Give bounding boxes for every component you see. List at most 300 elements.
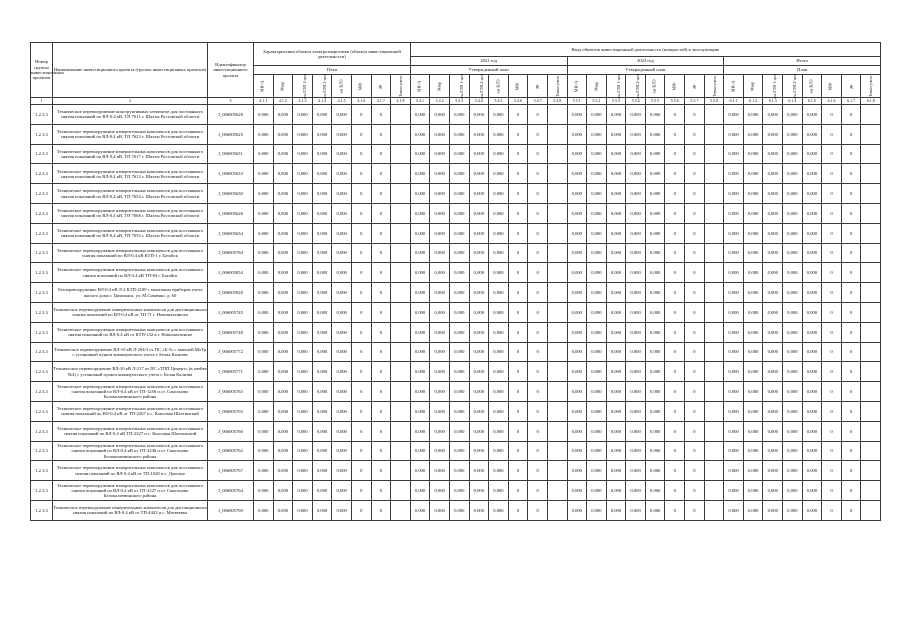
row-project-id: J_006005765 <box>208 401 254 421</box>
header-unit-cell <box>743 75 763 98</box>
row-value-cell: 0,000 <box>626 342 646 362</box>
row-value-cell: 0 <box>371 342 391 362</box>
row-value-cell: 0,000 <box>783 441 803 461</box>
header-unit-label: км ЛЭП 1-цеп <box>772 74 778 99</box>
row-value-cell: 0,000 <box>606 263 626 283</box>
row-value-cell: 0,000 <box>724 164 744 184</box>
row-value-cell: 0,000 <box>410 243 430 263</box>
row-value-cell: 0 <box>371 105 391 125</box>
row-value-cell: 0,000 <box>802 124 822 144</box>
row-value-cell: 0,000 <box>587 223 607 243</box>
table-row <box>31 382 881 402</box>
row-group-number: 1.2.3.3 <box>31 461 53 481</box>
row-value-cell: 0,000 <box>430 421 450 441</box>
header-unit-cell <box>861 75 881 98</box>
row-value-cell: 0,000 <box>763 441 783 461</box>
row-group-number: 1.2.3.3 <box>31 164 53 184</box>
row-value-cell: 0,000 <box>567 401 587 421</box>
row-value-cell: 0,000 <box>743 421 763 441</box>
row-value-cell: 0,000 <box>645 322 665 342</box>
row-value-cell: 0 <box>351 263 371 283</box>
row-group-number: 1.2.3.3 <box>31 481 53 501</box>
row-value-cell: 0,000 <box>449 401 469 421</box>
row-group-number: 1.2.3.3 <box>31 500 53 520</box>
row-value-cell: 0,000 <box>783 500 803 520</box>
row-value-cell: 0,000 <box>332 105 352 125</box>
row-value-cell: 0,000 <box>489 263 509 283</box>
row-value-cell: 0 <box>665 184 685 204</box>
row-value-cell: 0,000 <box>449 203 469 223</box>
row-value-cell: 0,000 <box>410 421 430 441</box>
row-value-cell: 0 <box>685 263 705 283</box>
header-unit-label: Точки учета <box>711 76 717 97</box>
row-value-cell <box>704 203 724 223</box>
header-unit-cell <box>822 75 842 98</box>
row-value-cell <box>861 342 881 362</box>
row-value-cell: 0,000 <box>293 421 313 441</box>
row-value-cell: 0,000 <box>763 263 783 283</box>
row-value-cell: 0 <box>371 144 391 164</box>
row-value-cell: 0 <box>665 441 685 461</box>
row-value-cell: 0,000 <box>606 243 626 263</box>
row-value-cell: 0,000 <box>312 362 332 382</box>
header-unit-cell <box>704 75 724 98</box>
row-value-cell: 0,000 <box>293 184 313 204</box>
row-value-cell: 0,000 <box>430 441 450 461</box>
row-value-cell: 0,000 <box>626 481 646 501</box>
row-value-cell <box>861 144 881 164</box>
row-value-cell: 0 <box>371 223 391 243</box>
row-value-cell: 0 <box>665 203 685 223</box>
row-value-cell: 0 <box>528 401 548 421</box>
row-value-cell <box>861 302 881 322</box>
row-value-cell: 0,000 <box>469 382 489 402</box>
row-project-name: Техническое перевооружение измерительных комплексов для постоянного снятия показаний по ВЛ-0,4 кВ ТП-2227 п.с. Коксовая Шахтинский <box>53 421 208 441</box>
row-value-cell <box>704 105 724 125</box>
table-row <box>31 481 881 501</box>
row-value-cell: 0,000 <box>273 461 293 481</box>
row-value-cell: 0 <box>528 203 548 223</box>
row-value-cell: 0 <box>822 382 842 402</box>
row-value-cell: 0 <box>528 144 548 164</box>
row-value-cell: 0 <box>665 302 685 322</box>
header-group-number: Номер группы инвестиционных проектов <box>31 43 53 98</box>
row-value-cell: 0,000 <box>626 203 646 223</box>
row-value-cell: 0 <box>508 124 528 144</box>
row-value-cell: 0 <box>508 302 528 322</box>
row-value-cell: 0,000 <box>567 223 587 243</box>
header-plan-total: План <box>724 66 881 75</box>
header-unit-label: МВт <box>671 82 677 91</box>
row-value-cell: 0 <box>508 144 528 164</box>
row-project-id: J_006005745 <box>208 302 254 322</box>
header-unit-label: МВ×А <box>730 80 736 93</box>
row-value-cell: 0,000 <box>645 283 665 303</box>
row-value-cell: 0,000 <box>645 105 665 125</box>
row-value-cell: 0,000 <box>430 500 450 520</box>
row-value-cell: 0,000 <box>783 144 803 164</box>
row-value-cell: 0,000 <box>645 500 665 520</box>
column-number: 4.1.5 <box>332 98 352 105</box>
row-value-cell: 0,000 <box>724 243 744 263</box>
column-number: 6.1.5 <box>802 98 822 105</box>
row-value-cell: 0,000 <box>254 322 274 342</box>
row-value-cell: 0,000 <box>293 382 313 402</box>
row-value-cell: 0,000 <box>763 184 783 204</box>
row-value-cell: 0,000 <box>449 144 469 164</box>
row-value-cell: 0,000 <box>626 164 646 184</box>
row-value-cell: 0,000 <box>254 124 274 144</box>
table-row <box>31 243 881 263</box>
row-value-cell: 0,000 <box>254 382 274 402</box>
header-unit-label: МВ×А <box>416 80 422 93</box>
row-value-cell: 0,000 <box>587 322 607 342</box>
row-value-cell: 0 <box>528 382 548 402</box>
row-project-name: Техническое перевооружение измерительных комплексов для дистанционного снятия показаний по ВЛ-0,4 кВ от ТП 71 г. Новошахтинска <box>53 302 208 322</box>
row-value-cell: 0 <box>371 302 391 322</box>
row-value-cell: 0 <box>371 481 391 501</box>
row-project-id: J_006005625 <box>208 124 254 144</box>
row-value-cell <box>391 441 411 461</box>
row-value-cell: 0 <box>528 421 548 441</box>
row-value-cell: 0,000 <box>430 164 450 184</box>
row-value-cell: 0,000 <box>587 382 607 402</box>
row-value-cell: 0,000 <box>763 481 783 501</box>
row-value-cell: 0,000 <box>254 164 274 184</box>
row-value-cell: 0,000 <box>587 263 607 283</box>
row-project-name: Техническое перевооружение измерительных комплексов для постоянного снятия показаний по ВЛ-0,4 кВ ТП-84 г. Батайск <box>53 263 208 283</box>
row-value-cell <box>547 362 567 382</box>
header-unit-label: Мвар <box>749 81 755 92</box>
row-value-cell <box>391 144 411 164</box>
row-value-cell: 0,000 <box>567 441 587 461</box>
row-value-cell: 0 <box>841 184 861 204</box>
row-value-cell: 0 <box>685 144 705 164</box>
row-value-cell: 0,000 <box>802 461 822 481</box>
column-number: 6.1.7 <box>841 98 861 105</box>
row-value-cell: 0,000 <box>449 481 469 501</box>
row-value-cell: 0,000 <box>469 203 489 223</box>
row-value-cell <box>391 382 411 402</box>
row-value-cell: 0,000 <box>489 342 509 362</box>
row-project-id: J_006005628 <box>208 105 254 125</box>
row-group-number: 1.2.3.3 <box>31 144 53 164</box>
row-value-cell: 0,000 <box>567 421 587 441</box>
row-value-cell: 0,000 <box>763 401 783 421</box>
row-value-cell: 0,000 <box>273 500 293 520</box>
row-value-cell <box>861 283 881 303</box>
row-value-cell: 0,000 <box>410 124 430 144</box>
row-value-cell: 0 <box>665 243 685 263</box>
row-project-id: J_006005771 <box>208 362 254 382</box>
row-project-id: J_006005784 <box>208 243 254 263</box>
row-value-cell: 0,000 <box>449 441 469 461</box>
row-value-cell: 0,000 <box>724 382 744 402</box>
row-value-cell: 0,000 <box>489 283 509 303</box>
column-number: 4.1.2 <box>273 98 293 105</box>
header-unit-cell <box>606 75 626 98</box>
column-number: 3 <box>208 98 254 105</box>
row-value-cell <box>391 283 411 303</box>
row-value-cell: 0,000 <box>449 382 469 402</box>
header-unit-cell <box>293 75 313 98</box>
row-value-cell: 0,000 <box>743 461 763 481</box>
row-group-number: 1.2.3.3 <box>31 223 53 243</box>
row-value-cell: 0,000 <box>783 203 803 223</box>
row-project-id: J_006005631 <box>208 144 254 164</box>
row-value-cell: 0 <box>685 283 705 303</box>
row-value-cell: 0 <box>508 441 528 461</box>
row-value-cell: 0,000 <box>254 184 274 204</box>
row-value-cell: 0,000 <box>469 500 489 520</box>
row-value-cell: 0,000 <box>469 342 489 362</box>
row-value-cell: 0,000 <box>802 223 822 243</box>
row-value-cell: 0,000 <box>802 322 822 342</box>
row-value-cell: 0,000 <box>606 500 626 520</box>
row-value-cell: 0,000 <box>449 421 469 441</box>
row-value-cell: 0,000 <box>645 362 665 382</box>
header-unit-label: др. <box>377 83 383 90</box>
row-value-cell: 0,000 <box>763 322 783 342</box>
column-number: 5.5.5 <box>645 98 665 105</box>
row-value-cell <box>391 203 411 223</box>
row-value-cell: 0 <box>508 243 528 263</box>
row-value-cell: 0 <box>508 164 528 184</box>
row-value-cell: 0,000 <box>489 382 509 402</box>
row-value-cell <box>547 441 567 461</box>
row-value-cell <box>391 302 411 322</box>
row-value-cell: 0 <box>822 342 842 362</box>
row-value-cell: 0,000 <box>743 164 763 184</box>
row-value-cell: 0,000 <box>312 421 332 441</box>
row-value-cell <box>547 184 567 204</box>
header-unit-cell <box>351 75 371 98</box>
header-unit-cell <box>273 75 293 98</box>
row-project-id: J_006005630 <box>208 184 254 204</box>
row-value-cell <box>704 362 724 382</box>
row-value-cell: 0,000 <box>567 243 587 263</box>
row-value-cell <box>391 362 411 382</box>
row-value-cell: 0,000 <box>312 203 332 223</box>
row-value-cell <box>547 401 567 421</box>
row-value-cell: 0,000 <box>645 382 665 402</box>
row-value-cell: 0,000 <box>410 283 430 303</box>
header-project-id: Идентификатор инвестиционного проекта <box>208 43 254 98</box>
row-value-cell: 0 <box>685 223 705 243</box>
header-unit-cell <box>724 75 744 98</box>
row-value-cell <box>704 401 724 421</box>
row-value-cell: 0,000 <box>606 481 626 501</box>
row-value-cell: 0,000 <box>312 184 332 204</box>
row-value-cell: 0,000 <box>273 105 293 125</box>
header-unit-cell <box>332 75 352 98</box>
row-value-cell: 0,000 <box>783 283 803 303</box>
row-value-cell: 0,000 <box>626 401 646 421</box>
row-value-cell: 0,000 <box>567 263 587 283</box>
row-value-cell <box>861 322 881 342</box>
row-value-cell: 0 <box>371 243 391 263</box>
header-year-2021: 2021 год <box>410 57 567 66</box>
table-row <box>31 203 881 223</box>
row-group-number: 1.2.3.3 <box>31 421 53 441</box>
row-value-cell: 0,000 <box>332 421 352 441</box>
row-value-cell: 0,000 <box>783 342 803 362</box>
header-unit-label: МВт <box>357 82 363 91</box>
investment-table <box>30 42 881 521</box>
row-value-cell: 0,000 <box>587 124 607 144</box>
row-value-cell: 0,000 <box>254 105 274 125</box>
table-row <box>31 500 881 520</box>
row-value-cell <box>704 164 724 184</box>
row-value-cell <box>704 421 724 441</box>
row-group-number: 1.2.3.3 <box>31 401 53 421</box>
row-value-cell: 0,000 <box>783 382 803 402</box>
row-value-cell: 0,000 <box>332 500 352 520</box>
row-value-cell: 0,000 <box>449 461 469 481</box>
row-value-cell: 0,000 <box>449 124 469 144</box>
row-value-cell: 0,000 <box>724 263 744 283</box>
row-value-cell: 0 <box>351 382 371 402</box>
column-number: 5.5.6 <box>665 98 685 105</box>
row-value-cell: 0,000 <box>273 441 293 461</box>
table-row <box>31 302 881 322</box>
header-unit-label: Точки учета <box>555 76 561 97</box>
row-value-cell <box>861 164 881 184</box>
row-value-cell: 0 <box>822 124 842 144</box>
row-value-cell: 0,000 <box>430 302 450 322</box>
row-value-cell: 0 <box>371 184 391 204</box>
row-value-cell: 0,000 <box>645 164 665 184</box>
row-value-cell: 0,000 <box>645 144 665 164</box>
row-value-cell: 0 <box>822 184 842 204</box>
table-row <box>31 421 881 441</box>
column-number: 4.1.3 <box>293 98 313 105</box>
row-value-cell: 0 <box>665 362 685 382</box>
row-value-cell: 0,000 <box>743 500 763 520</box>
row-value-cell: 0,000 <box>410 302 430 322</box>
row-value-cell: 0,000 <box>489 500 509 520</box>
row-value-cell: 0,000 <box>763 203 783 223</box>
row-value-cell: 0 <box>822 223 842 243</box>
header-unit-cell <box>410 75 430 98</box>
row-group-number: 1.2.3.3 <box>31 203 53 223</box>
row-value-cell: 0,000 <box>606 144 626 164</box>
row-value-cell: 0,000 <box>273 481 293 501</box>
table-row <box>31 283 881 303</box>
header-unit-label: км ЛЭП 1-цеп <box>615 74 621 99</box>
row-value-cell: 0 <box>528 283 548 303</box>
row-value-cell: 0,000 <box>312 500 332 520</box>
row-value-cell <box>547 421 567 441</box>
row-value-cell: 0,000 <box>254 302 274 322</box>
row-value-cell: 0,000 <box>293 500 313 520</box>
row-value-cell: 0,000 <box>293 203 313 223</box>
row-value-cell: 0,000 <box>645 421 665 441</box>
row-value-cell: 0 <box>351 184 371 204</box>
row-value-cell: 0 <box>685 184 705 204</box>
row-value-cell: 0,000 <box>489 243 509 263</box>
row-value-cell <box>704 223 724 243</box>
row-value-cell: 0 <box>822 362 842 382</box>
row-value-cell <box>391 243 411 263</box>
row-value-cell: 0,000 <box>587 144 607 164</box>
row-value-cell <box>861 441 881 461</box>
row-value-cell: 0,000 <box>273 184 293 204</box>
row-project-name: Техническое перевооружение измерительных комплексов для постоянного снятия показаний по ВЛ-0,4 кВ от ТП-2267 п.с. Коксовая Шахтинский <box>53 401 208 421</box>
row-value-cell: 0 <box>841 302 861 322</box>
row-value-cell <box>547 164 567 184</box>
column-number: 1 <box>31 98 53 105</box>
row-value-cell: 0,000 <box>606 105 626 125</box>
header-unit-cell <box>528 75 548 98</box>
row-value-cell: 0,000 <box>783 105 803 125</box>
row-value-cell <box>391 105 411 125</box>
row-value-cell: 0 <box>665 500 685 520</box>
header-unit-cell <box>665 75 685 98</box>
header-unit-cell <box>508 75 528 98</box>
row-value-cell: 0 <box>665 263 685 283</box>
header-unit-cell <box>626 75 646 98</box>
row-group-number: 1.2.3.3 <box>31 342 53 362</box>
row-value-cell: 0,000 <box>763 144 783 164</box>
row-value-cell: 0,000 <box>312 144 332 164</box>
row-value-cell: 0,000 <box>724 401 744 421</box>
row-value-cell: 0 <box>841 342 861 362</box>
row-value-cell: 0,000 <box>332 382 352 402</box>
column-number: 5.5.1 <box>567 98 587 105</box>
row-project-name: Техперевооружение ВЛ-0,4 кВ Л-2 КТП-2189 с монтажом приборов учета жилого дома г. Цимлянск, ул. М.Сименко, д. 60 <box>53 283 208 303</box>
row-value-cell: 0,000 <box>254 144 274 164</box>
row-value-cell: 0,000 <box>332 203 352 223</box>
row-value-cell <box>547 322 567 342</box>
row-value-cell <box>547 283 567 303</box>
row-value-cell: 0 <box>528 124 548 144</box>
row-value-cell: 0,000 <box>606 362 626 382</box>
row-value-cell: 0 <box>528 461 548 481</box>
row-value-cell: 0,000 <box>645 342 665 362</box>
row-value-cell: 0 <box>508 401 528 421</box>
row-value-cell: 0,000 <box>763 223 783 243</box>
row-value-cell: 0,000 <box>293 243 313 263</box>
header-unit-label: км ЛЭП 1-цеп <box>458 74 464 99</box>
row-value-cell: 0,000 <box>645 401 665 421</box>
row-value-cell: 0,000 <box>724 283 744 303</box>
row-value-cell: 0,000 <box>743 124 763 144</box>
row-value-cell: 0,000 <box>567 144 587 164</box>
row-value-cell: 0,000 <box>273 243 293 263</box>
row-value-cell: 0,000 <box>743 105 763 125</box>
row-value-cell: 0,000 <box>449 500 469 520</box>
row-value-cell: 0,000 <box>783 184 803 204</box>
row-value-cell: 0,000 <box>763 105 783 125</box>
row-value-cell: 0 <box>508 184 528 204</box>
header-unit-cell <box>645 75 665 98</box>
row-value-cell: 0,000 <box>312 164 332 184</box>
row-value-cell: 0,000 <box>763 500 783 520</box>
row-value-cell <box>391 124 411 144</box>
row-value-cell: 0 <box>351 283 371 303</box>
row-value-cell: 0 <box>841 263 861 283</box>
column-number: 5.5.7 <box>685 98 705 105</box>
row-value-cell: 0,000 <box>783 124 803 144</box>
table-row <box>31 223 881 243</box>
row-value-cell: 0 <box>371 441 391 461</box>
row-project-id: J_006005748 <box>208 322 254 342</box>
row-value-cell <box>861 401 881 421</box>
row-value-cell: 0 <box>508 223 528 243</box>
row-value-cell: 0,000 <box>430 283 450 303</box>
row-value-cell: 0,000 <box>743 401 763 421</box>
